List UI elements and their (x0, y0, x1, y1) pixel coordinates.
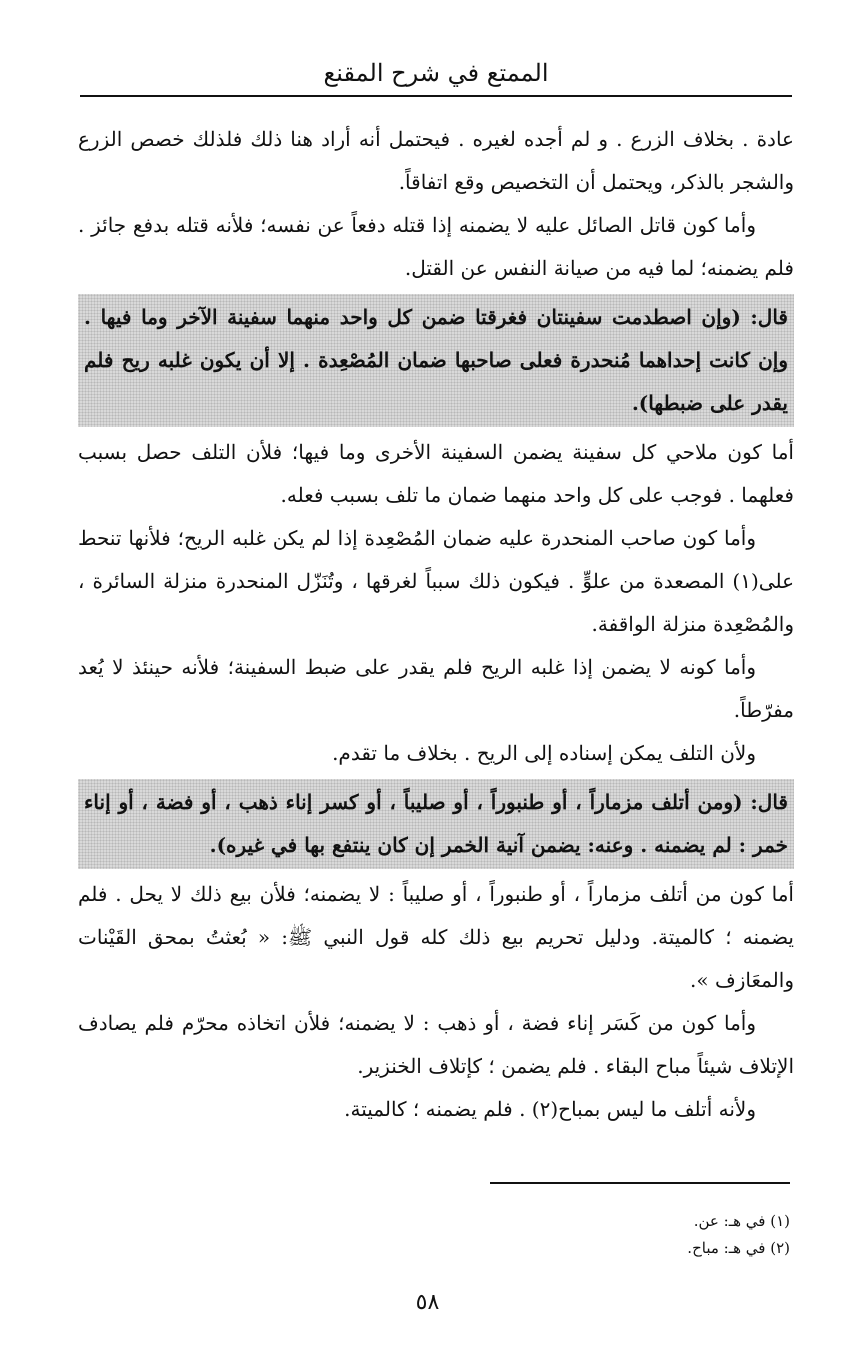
paragraph: وأما كون قاتل الصائل عليه لا يضمنه إذا قتله دفعاً عن نفسه؛ فلأنه قتله بدفع جائز . فلم يضمنه؛ لما فيه من صيانة النفس عن القتل. (78, 213, 794, 280)
quoted-matn-paragraph: قال: (ومن أتلف مزماراً ، أو طنبوراً ، أو صليباً ، أو كسر إناء ذهب ، أو فضة ، أو إناء خمر : لم يضمنه . وعنه: يضمن آنية الخمر إن كان ينتفع بها في غيره). (78, 779, 794, 869)
footnotes (490, 1208, 790, 1262)
paragraph: عادة . بخلاف الزرع . و لم أجده لغيره . فيحتمل أنه أراد هنا ذلك فلذلك خصص الزرع والشجر بالذكر، ويحتمل أن التخصيص وقع اتفاقاً. (78, 127, 794, 194)
paragraph: وأما كون من كَسَر إناء فضة ، أو ذهب : لا يضمنه؛ فلأن اتخاذه محرّم فلم يصادف الإتلاف شيئاً مباح البقاء . فلم يضمن ؛ كإتلاف الخنزير. (78, 1011, 794, 1078)
quoted-matn-paragraph: قال: (وإن اصطدمت سفينتان فغرقتا ضمن كل واحد منهما سفينة الآخر وما فيها . وإن كانت إحداهما مُنحدرة فعلى صاحبها ضمان المُصْعِدة . إلا أن يكون غلبه ريح فلم يقدر على ضبطها). (78, 294, 794, 427)
paragraph: ولأن التلف يمكن إسناده إلى الريح . بخلاف ما تقدم. (332, 741, 756, 765)
footnote: (٢) في هـ: مباح. (687, 1239, 790, 1257)
paragraph: ولأنه أتلف ما ليس بمباح(٢) . فلم يضمنه ؛ كالميتة. (344, 1097, 756, 1121)
paragraph: وأما كون صاحب المنحدرة عليه ضمان المُصْعِدة إذا لم يكن غلبه الريح؛ فلأنها تنحط على(١) المصعدة من علوٍّ . فيكون ذلك سبباً لغرقها ، وتُنَزّل المنحدرة منزلة السائرة ، والمُصْعِدة منزلة الواقفة. (78, 526, 794, 636)
paragraph: أما كون ملاحي كل سفينة يضمن السفينة الأخرى وما فيها؛ فلأن التلف حصل بسبب فعلهما . فوجب على كل واحد منهما ضمان ما تلف بسبب فعله. (78, 440, 794, 507)
footnote: (١) في هـ: عن. (693, 1212, 790, 1230)
main-text (78, 118, 794, 1131)
header-divider (80, 95, 792, 97)
paragraph: وأما كونه لا يضمن إذا غلبه الريح فلم يقدر على ضبط السفينة؛ فلأنه حينئذ لا يُعد مفرّطاً. (78, 655, 794, 722)
page-number: ٥٨ (415, 1290, 440, 1315)
paragraph: أما كون من أتلف مزماراً ، أو طنبوراً ، أو صليباً : لا يضمنه؛ فلأن بيع ذلك لا يحل . فلم يضمنه ؛ كالميتة. ودليل تحريم بيع ذلك كله قول النبي ﷺ: « بُعثتُ بمحق القَيْنات والمعَازف ». (78, 882, 794, 992)
footnote-divider (490, 1182, 790, 1184)
running-header: الممتع في شرح المقنع (323, 59, 549, 87)
